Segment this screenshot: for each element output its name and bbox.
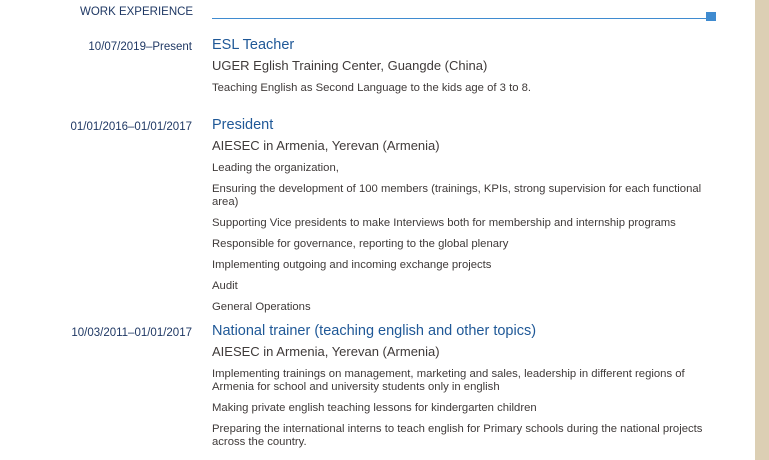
duty-item: Ensuring the development of 100 members (trainings, KPIs, strong supervision for each functional area) [212, 183, 702, 208]
entry-organization: AIESEC in Armenia, Yerevan (Armenia) [212, 344, 440, 359]
entry-duties [212, 162, 712, 314]
entry-duties [212, 82, 712, 95]
duty-item: Implementing outgoing and incoming exchange projects [212, 259, 492, 271]
entry-date: 10/07/2019–Present [88, 41, 192, 53]
entry-role: National trainer (teaching english and other topics) [212, 323, 537, 339]
duty-item: General Operations [212, 301, 311, 313]
section-title: WORK EXPERIENCE [80, 6, 194, 18]
duty-item: Audit [212, 280, 238, 292]
section-divider [212, 18, 706, 19]
entry-date: 01/01/2016–01/01/2017 [70, 121, 192, 133]
duty-item: Teaching English as Second Language to the kids age of 3 to 8. [212, 82, 532, 94]
entry-role: President [212, 117, 274, 133]
duty-item: Making private english teaching lessons for kindergarten children [212, 402, 537, 414]
duty-item: Implementing trainings on management, marketing and sales, leadership in different regions of Armenia for school and university students only in english [212, 368, 685, 393]
section-marker-square [706, 12, 716, 21]
entry-content [212, 322, 712, 449]
duty-item: Leading the organization, [212, 162, 339, 174]
right-decorative-band [755, 0, 769, 460]
entry-date: 10/03/2011–01/01/2017 [71, 327, 192, 339]
duty-item: Preparing the international interns to teach english for Primary schools during the national projects across the country. [212, 423, 703, 448]
entry-organization: AIESEC in Armenia, Yerevan (Armenia) [212, 138, 440, 153]
duty-item: Supporting Vice presidents to make Interviews both for membership and internship programs [212, 217, 676, 229]
entry-content [212, 36, 712, 95]
entry-duties [212, 368, 712, 449]
entry-organization: UGER Eglish Training Center, Guangde (China) [212, 58, 488, 73]
entry-role: ESL Teacher [212, 37, 295, 53]
entry-content [212, 116, 712, 314]
duty-item: Responsible for governance, reporting to the global plenary [212, 238, 509, 250]
